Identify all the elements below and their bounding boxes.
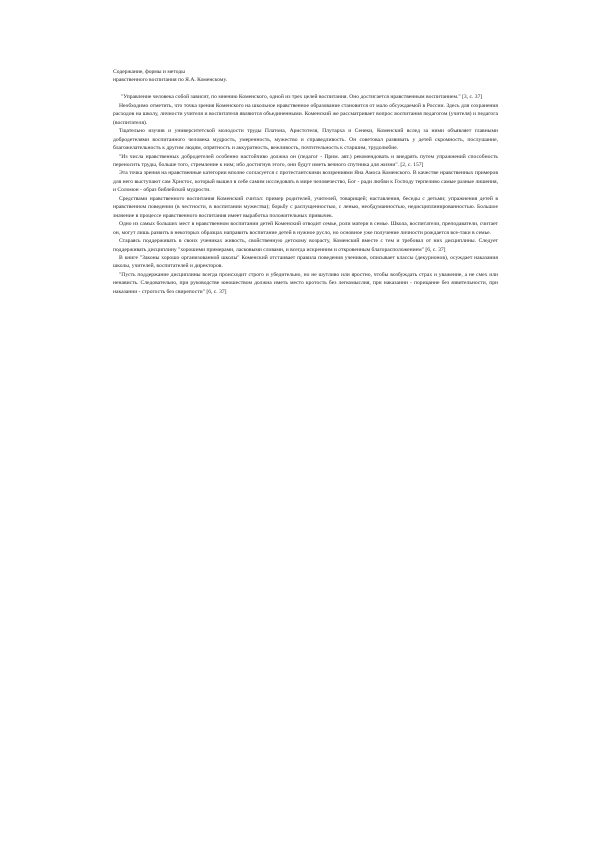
document-body	[113, 68, 498, 296]
paragraph: Одно из самых больших мест в нравственном воспитании детей Коменский отводит семье, роли матери в семье. Школа, воспитатели, преподаватели, считает он, могут лишь развить в некоторых образцах направить воспитание детей в нужное русло, но основное уже получение личности рождается все-таки в семье.	[113, 221, 498, 236]
paragraph: "Из числа нравственных добродетелей особенно настойчиво должна он (педагог - Прим. авт.) рекомендовать и внедрять путем упражнений способность переносить труды, больше того, стремление к ним; ибо достигнув этого, они будут иметь вечного спутника для жизни". [2, с. 157]	[113, 153, 498, 169]
paragraph: Эта точка зрения на нравственные категории вполне согласуется с протестантскими воззрениями Яна Амоса Коменского. В качестве нравственных примеров для него выступают сам Христос, который вышел в себе самим исследовать в мире человечество, Бог - ради любви к Господу терпеливо самые разные лишения, и Соломон - образ библейской мудрости.	[113, 170, 498, 194]
paragraph: В книге "Законы хорошо организованной школы" Коменский отстаивает правила поведения учеников, описывает классы (декурионов), осуждает наказания школы, учителей, воспитателей и директоров.	[113, 255, 498, 270]
paragraph: "Пусть поддержание дисциплины всегда происходит строго и убедительно, но не шутливо или яростно, чтобы возбуждать страх и уважение, а не смех или ненависть. Следовательно, при руководстве юношеством должна иметь место кротость без легкомыслия, при наказании - порицание без язвительности, при наказании - строгость без свирепости" [6, с. 37]	[113, 271, 498, 295]
heading-line-1: Содержание, формы и методы	[113, 69, 185, 75]
paragraph: "Управление человека собой зависит, по мнению Коменского, одной из трех целей воспитания. Оно достигается нравственным воспитанием." [3, с. 37]	[121, 94, 483, 101]
paragraph: Стараясь поддерживать в своих учениках живость, свойственную детскому возрасту, Коменский вместе с тем и требовал от них дисциплины. Следует поддерживать дисциплину "хорошими примерами, ласковыми словами, и всегда искренним и откровенным благорасположением" [6, с. 37]	[113, 238, 498, 253]
paragraph: Необходимо отметить, что точка зрения Коменского на школьное нравственное образование становится от мало обсуждаемой в России. Здесь для сохранения расходов на школу, личности учителя и воспитателя являются объединенными. Коменский же рассматривает вопрос воспитания педагогом (учителя) и педагога (воспитателя).	[113, 102, 498, 126]
paragraph: Средствами нравственного воспитания Коменский считал: пример родителей, учителей, товарищей; наставления, беседы с детьми; упражнения детей в нравственном поведении (в честности, в воспитании мужества); борьбу с распущенностью, с ленью, необдуманностью, недисциплинированностью. Большое значение в процессе нравственного воспитания имеет выработка положительных привычек.	[113, 195, 498, 219]
paragraph: Тщательно изучив и университетской молодости труды Платона, Аристотеля, Плутарха и Сенеки, Коменский вслед за ними объявляет главными добродетелями воспитанного человека мудрость, умеренность, мужество и справедливость. Он советовал развивать у детей скромность, послушание, благожелательность к другим людям, опрятность и аккуратность, вежливость, почтительность к старшим, трудолюбие.	[113, 128, 498, 152]
heading-line-2: нравственного воспитания по Я.А. Коменскому.	[113, 77, 228, 84]
document-heading	[113, 68, 498, 85]
